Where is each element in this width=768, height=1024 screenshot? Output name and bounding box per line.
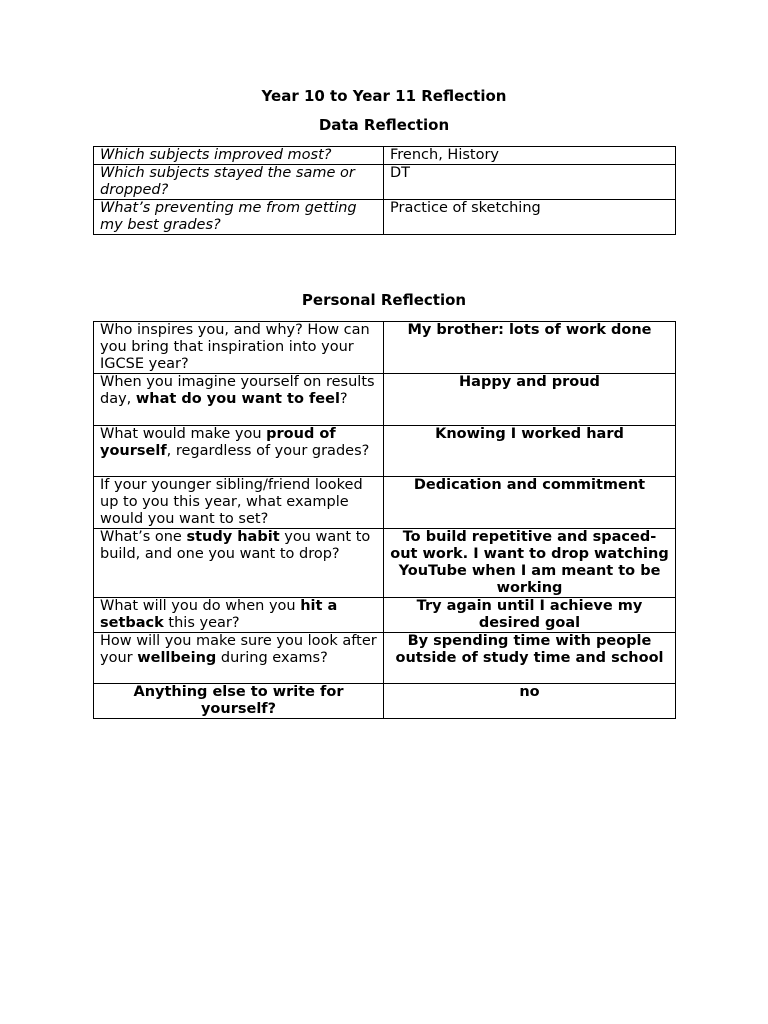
question-cell	[94, 426, 384, 477]
question-emphasis: study habit	[186, 529, 280, 545]
table-row	[94, 529, 676, 598]
table-row	[94, 477, 676, 529]
table-row	[94, 684, 676, 719]
question-emphasis: hit a setback	[100, 598, 338, 631]
data-reflection-table	[93, 146, 676, 235]
table-row	[94, 374, 676, 426]
question-emphasis: proud of yourself	[100, 426, 336, 459]
document-title: Year 10 to Year 11 Reflection	[261, 87, 507, 105]
table-row	[94, 633, 676, 684]
answer-cell: French, History	[384, 147, 676, 165]
table-row	[94, 147, 676, 165]
question-cell: Anything else to write for yourself?	[94, 684, 384, 719]
question-cell	[94, 477, 384, 529]
question-text: How will you make sure you look after your	[100, 633, 377, 666]
question-cell	[94, 374, 384, 426]
question-text: during exams?	[216, 650, 328, 666]
question-cell: What’s preventing me from getting my best grades?	[94, 200, 384, 235]
question-cell: Which subjects stayed the same or dropped?	[94, 165, 384, 200]
table-row	[94, 426, 676, 477]
question-text: What would make you	[100, 426, 267, 442]
question-cell	[94, 322, 384, 374]
question-text: When you imagine yourself on results day,	[100, 374, 375, 407]
question-emphasis: wellbeing	[137, 650, 217, 666]
question-text: Who inspires you, and why? How can you bring that inspiration into your IGCSE year?	[100, 322, 370, 372]
personal-reflection-table	[93, 321, 676, 719]
answer-cell: Happy and proud	[384, 374, 676, 426]
answer-cell: To build repetitive and spaced-out work. I want to drop watching YouTube when I am meant to be working	[384, 529, 676, 598]
answer-cell: Dedication and commitment	[384, 477, 676, 529]
table-row	[94, 200, 676, 235]
data-reflection-heading: Data Reflection	[318, 116, 450, 134]
question-cell	[94, 529, 384, 598]
question-cell: Which subjects improved most?	[94, 147, 384, 165]
question-cell	[94, 598, 384, 633]
answer-cell: By spending time with people outside of study time and school	[384, 633, 676, 684]
question-text: you want to build, and one you want to drop?	[100, 529, 371, 562]
table-row	[94, 598, 676, 633]
answer-cell: Practice of sketching	[384, 200, 676, 235]
question-text: ?	[339, 391, 348, 407]
table-row	[94, 322, 676, 374]
question-text: What’s one	[100, 529, 187, 545]
question-cell	[94, 633, 384, 684]
answer-cell: My brother: lots of work done	[384, 322, 676, 374]
answer-cell: no	[384, 684, 676, 719]
personal-reflection-heading: Personal Reflection	[301, 291, 467, 309]
answer-cell: Try again until I achieve my desired goal	[384, 598, 676, 633]
table-row	[94, 165, 676, 200]
question-text: If your younger sibling/friend looked up to you this year, what example would you want to set?	[100, 477, 363, 527]
question-text: What will you do when you	[100, 598, 301, 614]
question-text: , regardless of your grades?	[166, 443, 370, 459]
question-emphasis: what do you want to feel	[135, 391, 340, 407]
answer-cell: Knowing I worked hard	[384, 426, 676, 477]
question-text: this year?	[163, 615, 240, 631]
answer-cell: DT	[384, 165, 676, 200]
